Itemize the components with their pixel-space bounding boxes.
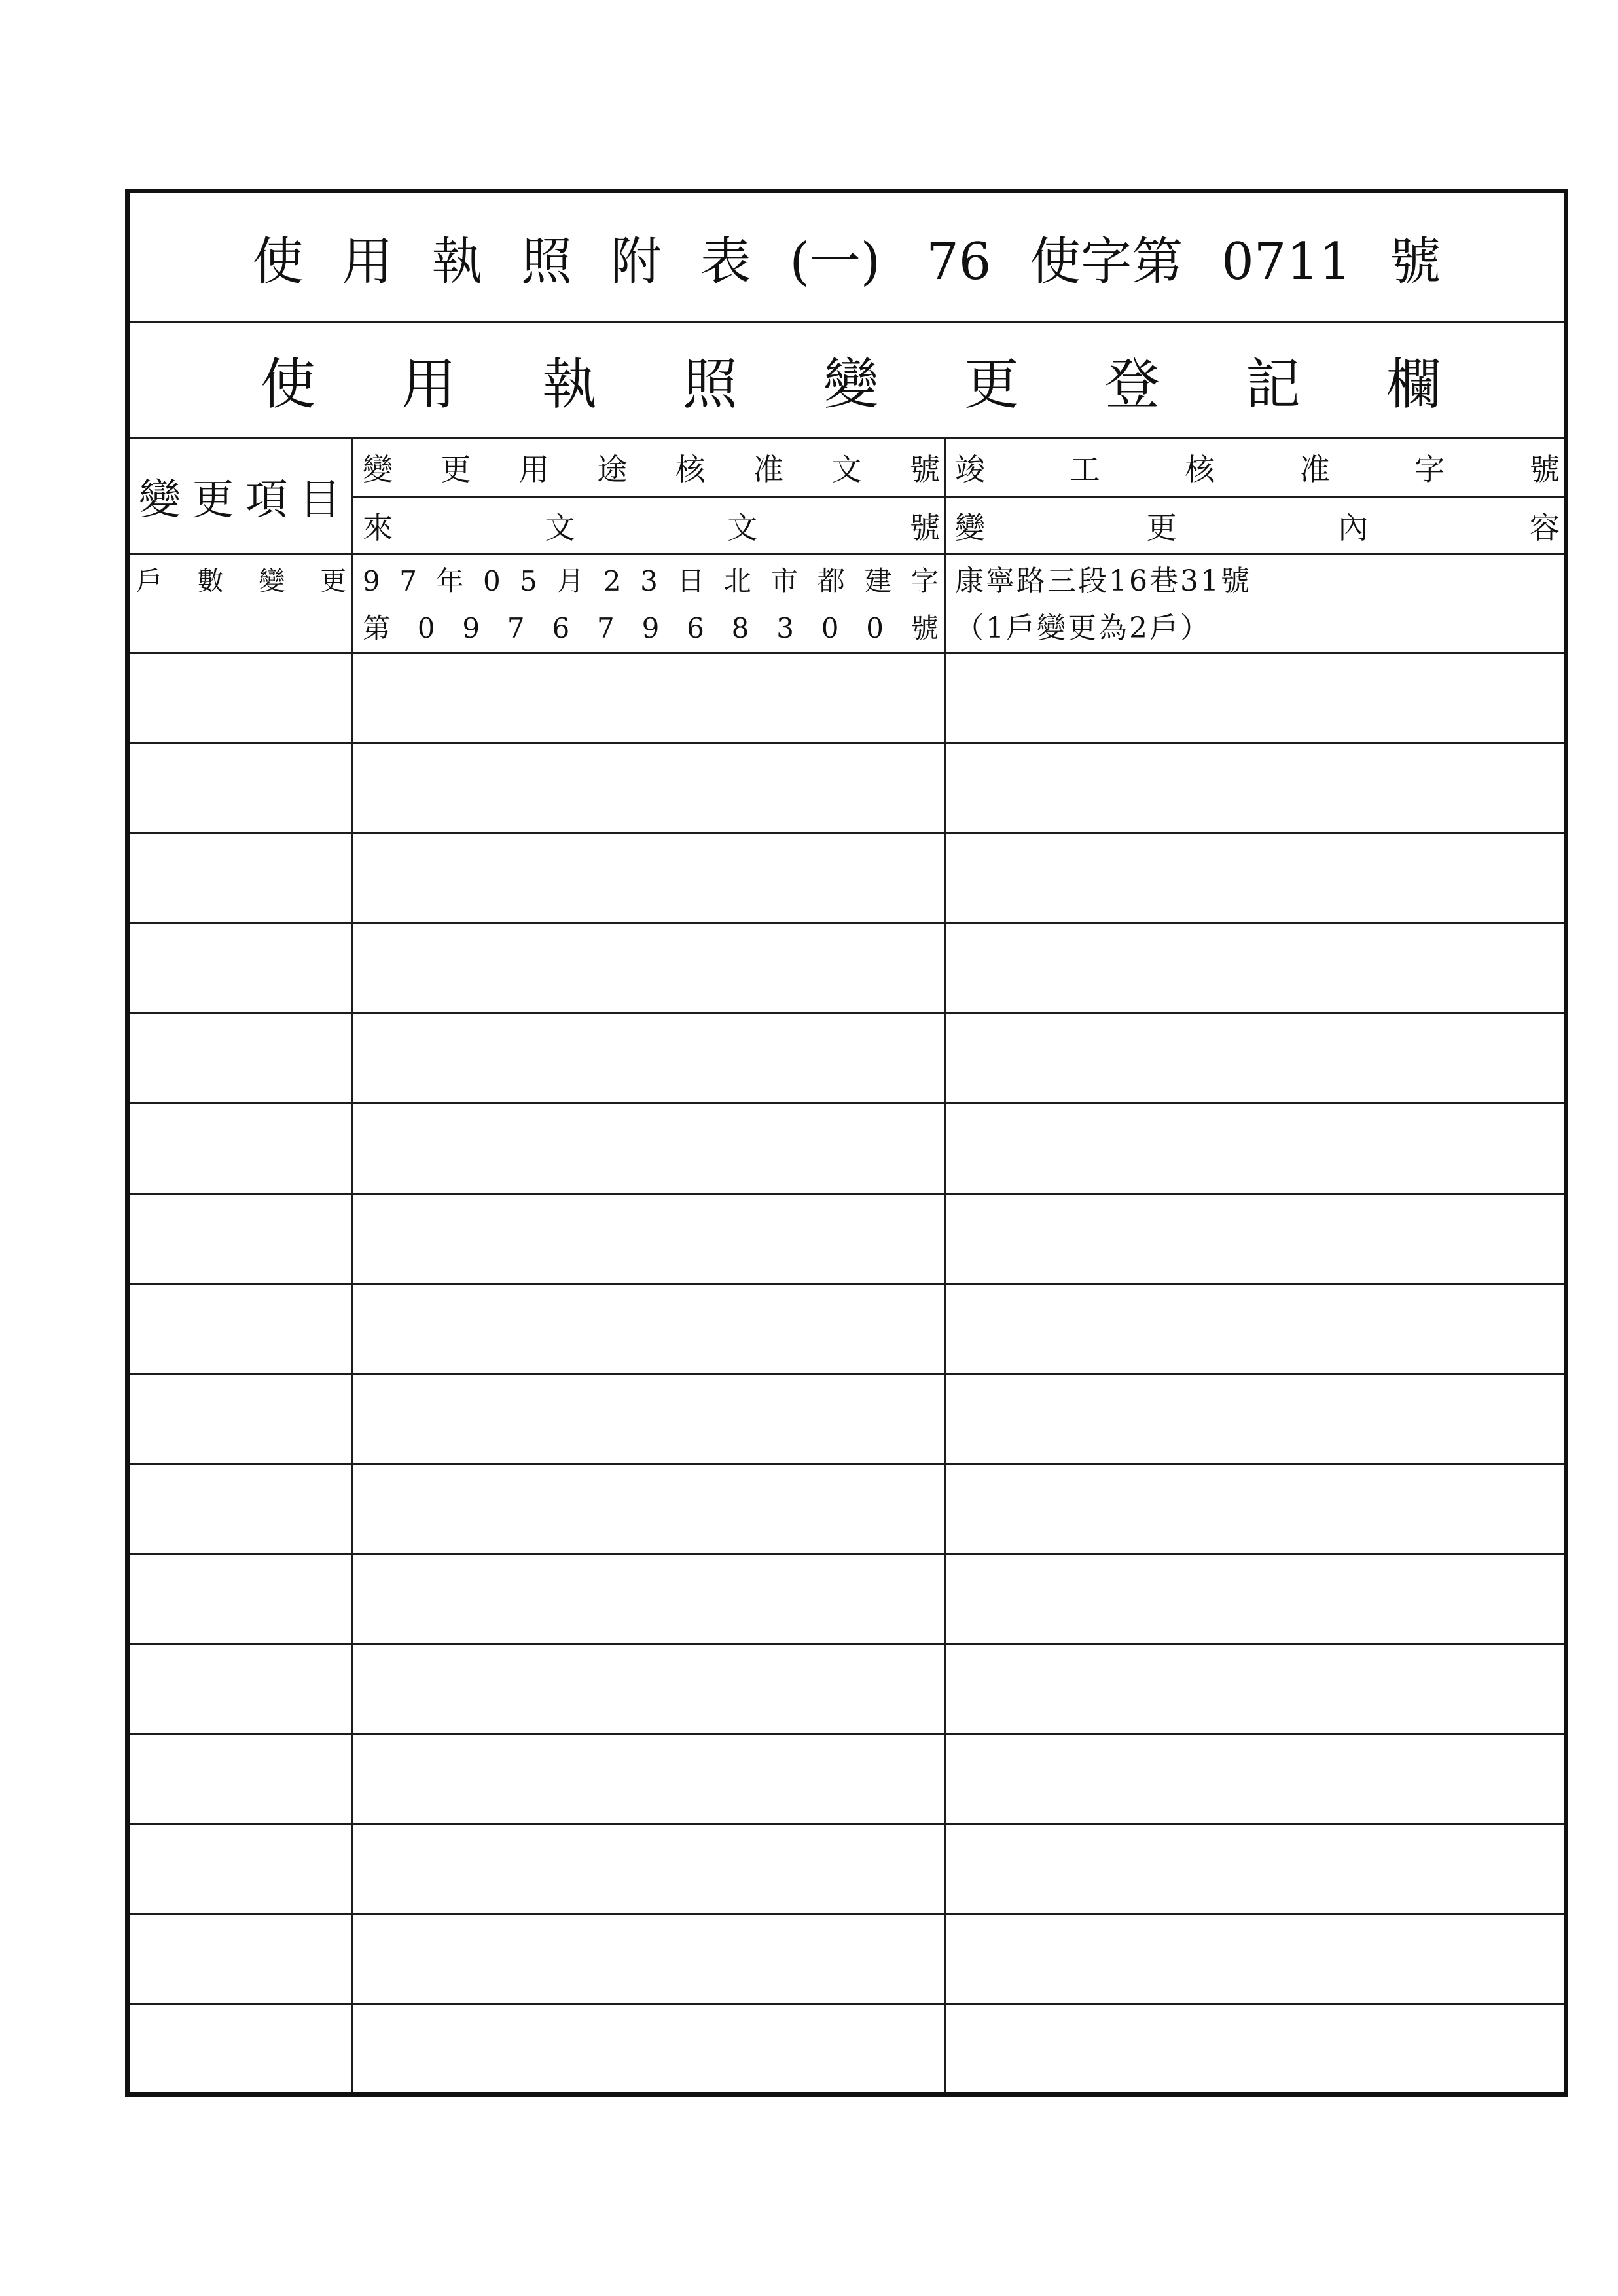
header-change-content: 變 更 內 容	[955, 509, 1560, 545]
blank-row	[128, 1013, 1566, 1104]
permit-number: 76 使字第 0711 號	[926, 232, 1441, 291]
blank-cell-content	[945, 2004, 1566, 2094]
blank-cell-doc-no	[353, 1914, 945, 2005]
blank-cell-content	[945, 1103, 1566, 1194]
header-completion-no-cell	[945, 438, 1566, 497]
blank-cell-item	[128, 1103, 353, 1194]
blank-cell-item	[128, 1284, 353, 1374]
blank-cell-doc-no	[353, 2004, 945, 2094]
blank-cell-item	[128, 2004, 353, 2094]
blank-cell-item	[128, 1914, 353, 2005]
blank-cell-item	[128, 1734, 353, 1825]
blank-row	[128, 1464, 1566, 1554]
blank-row	[128, 2004, 1566, 2094]
blank-cell-item	[128, 1194, 353, 1284]
blank-cell-doc-no	[353, 1374, 945, 1464]
header-incoming-doc-no-cell	[353, 497, 945, 555]
header-change-item: 變 更 項 目	[139, 475, 341, 524]
form-body	[128, 191, 1566, 2095]
blank-row	[128, 1374, 1566, 1464]
blank-cell-content	[945, 1734, 1566, 1825]
blank-row	[128, 1284, 1566, 1374]
blank-cell-doc-no	[353, 1284, 945, 1374]
blank-cell-doc-no	[353, 1554, 945, 1644]
title-cell	[128, 191, 1566, 322]
blank-cell-content	[945, 1464, 1566, 1554]
blank-cell-content	[945, 1194, 1566, 1284]
blank-cell-content	[945, 653, 1566, 744]
blank-cell-content	[945, 923, 1566, 1013]
section-title-cell	[128, 322, 1566, 438]
blank-cell-doc-no	[353, 1824, 945, 1914]
section-title-row	[128, 322, 1566, 438]
blank-row	[128, 1103, 1566, 1194]
title-row	[128, 191, 1566, 322]
blank-cell-item	[128, 1013, 353, 1104]
blank-cell-doc-no	[353, 1194, 945, 1284]
blank-row	[128, 1824, 1566, 1914]
record-row	[128, 555, 1566, 653]
blank-cell-doc-no	[353, 833, 945, 924]
blank-row	[128, 1554, 1566, 1644]
blank-cell-content	[945, 1374, 1566, 1464]
blank-cell-item	[128, 1554, 353, 1644]
header-approval-doc-no-cell	[353, 438, 945, 497]
blank-cell-content	[945, 833, 1566, 924]
blank-row	[128, 1734, 1566, 1825]
blank-row	[128, 1914, 1566, 2005]
blank-cell-doc-no	[353, 653, 945, 744]
header-change-item-cell	[128, 438, 353, 555]
blank-cell-doc-no	[353, 1644, 945, 1734]
blank-cell-content	[945, 1644, 1566, 1734]
blank-row	[128, 653, 1566, 744]
header-row-upper	[128, 438, 1566, 497]
blank-cell-content	[945, 1013, 1566, 1104]
record-doc-no-line2: 第 0 9 7 6 7 9 6 8 3 0 0 號	[363, 612, 939, 644]
record-doc-no-cell	[353, 555, 945, 653]
header-approval-doc-no: 變 更 用 途 核 准 文 號	[363, 451, 940, 487]
blank-cell-item	[128, 833, 353, 924]
blank-cell-doc-no	[353, 923, 945, 1013]
blank-cell-content	[945, 1284, 1566, 1374]
record-item: 戶 數 變 更	[136, 566, 346, 596]
blank-cell-content	[945, 1554, 1566, 1644]
blank-cell-item	[128, 743, 353, 833]
blank-cell-doc-no	[353, 1103, 945, 1194]
record-content-cell	[945, 555, 1566, 653]
change-registration-form	[125, 189, 1568, 2097]
blank-cell-item	[128, 1824, 353, 1914]
record-content-line1: 康寧路三段16巷31號	[955, 564, 1251, 598]
blank-cell-item	[128, 1374, 353, 1464]
blank-cell-doc-no	[353, 743, 945, 833]
record-item-cell	[128, 555, 353, 653]
form-title: 使 用 執 照 附 表 (一)	[252, 232, 881, 291]
record-doc-no-line1: 9 7 年 0 5 月 2 3 日 北 市 都 建 字	[363, 565, 939, 597]
section-title: 使 用 執 照 變 更 登 記 欄	[261, 352, 1441, 416]
blank-row	[128, 1644, 1566, 1734]
header-completion-no: 竣 工 核 准 字 號	[955, 451, 1560, 487]
blank-cell-item	[128, 653, 353, 744]
blank-cell-doc-no	[353, 1464, 945, 1554]
blank-cell-doc-no	[353, 1013, 945, 1104]
header-incoming-doc-no: 來 文 文 號	[363, 509, 940, 545]
blank-cell-content	[945, 1914, 1566, 2005]
blank-cell-content	[945, 1824, 1566, 1914]
blank-cell-item	[128, 923, 353, 1013]
blank-cell-content	[945, 743, 1566, 833]
blank-cell-doc-no	[353, 1734, 945, 1825]
record-content-line2: （1戶變更為2戶）	[955, 611, 1211, 645]
blank-cell-item	[128, 1644, 353, 1734]
blank-row	[128, 923, 1566, 1013]
blank-row	[128, 1194, 1566, 1284]
blank-cell-item	[128, 1464, 353, 1554]
header-change-content-cell	[945, 497, 1566, 555]
blank-row	[128, 743, 1566, 833]
blank-row	[128, 833, 1566, 924]
